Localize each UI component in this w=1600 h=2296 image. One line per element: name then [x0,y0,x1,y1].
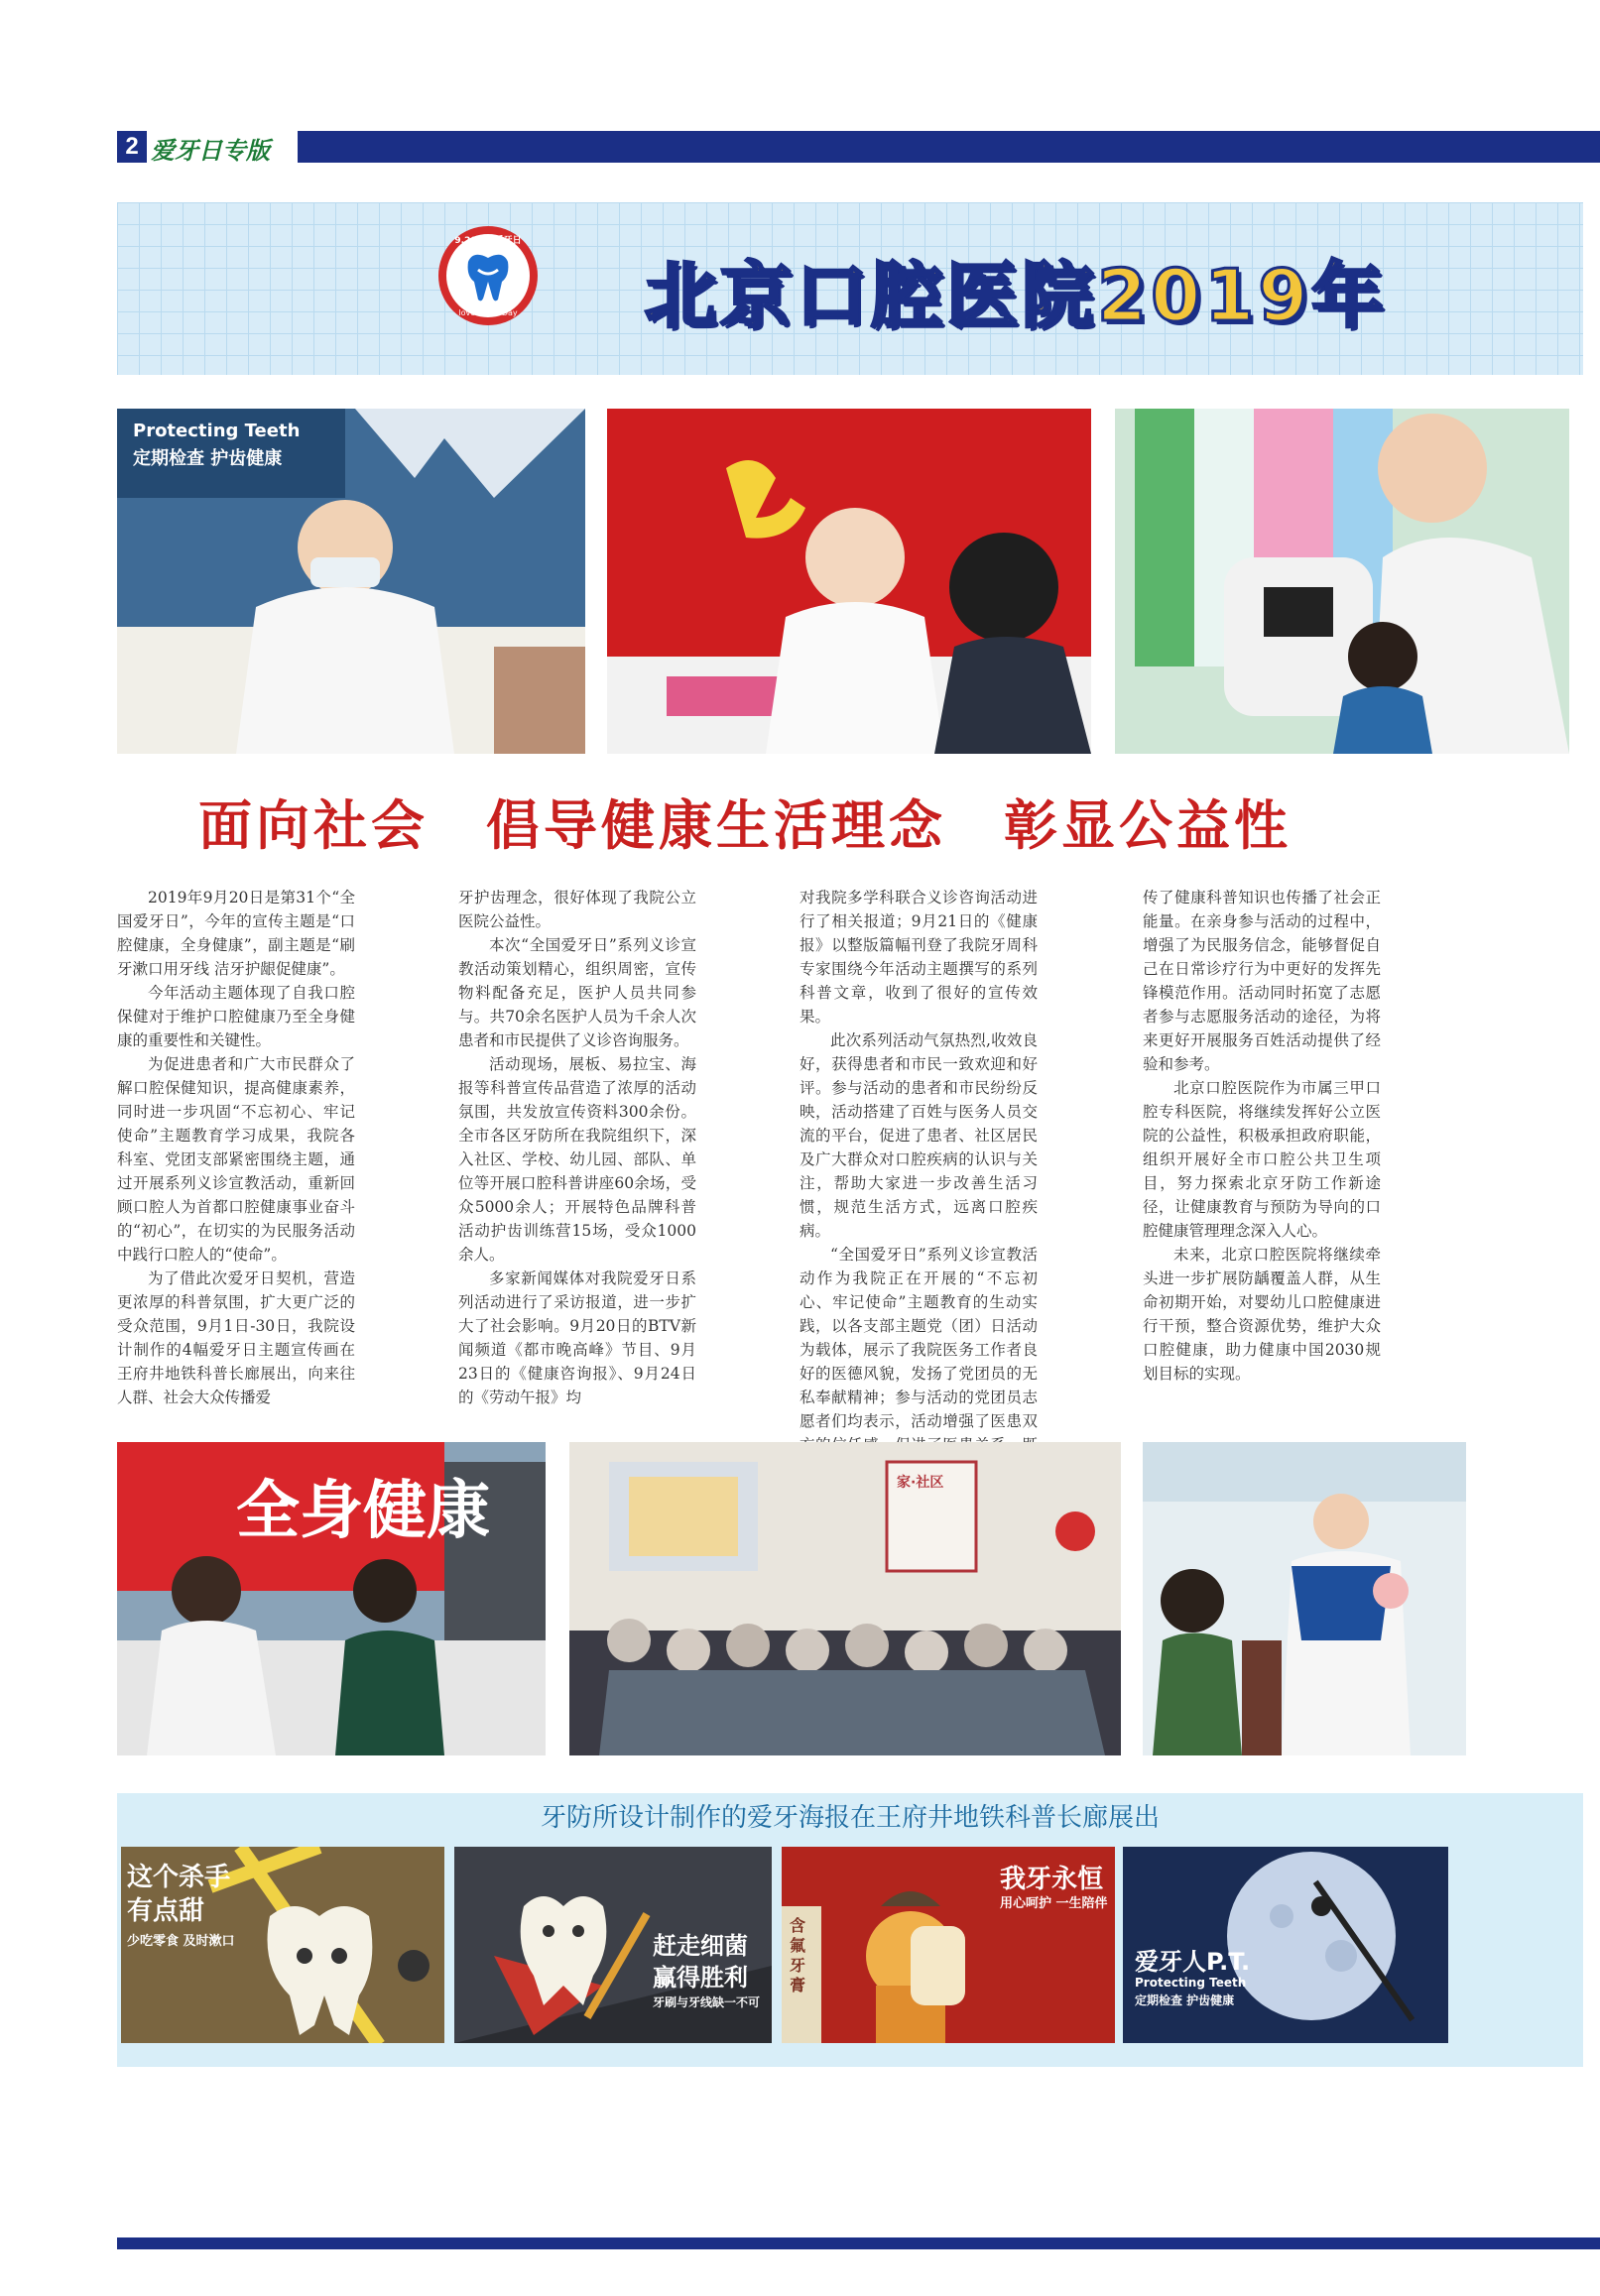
tooth-vs-candy-poster [121,1847,444,2043]
poster-line2: 赢得胜利 [653,1964,748,1992]
poster-line1: 赶走细菌 [653,1932,748,1960]
paragraph: 未来，北京口腔医院将继续牵头进一步扩展防龋覆盖人群，从生命初期开始，对婴幼儿口腔健康进行干预，整合资源优势，维护大众口腔健康，助力健康中国2030规划目标的实现。 [1143,1246,1381,1383]
paragraph: 为了借此次爱牙日契机，营造更浓厚的科普氛围，扩大更广泛的受众范围，9月1日-30日，我院设计制作的4幅爱牙日主题宣传画在王府井地铁科普长廊展出，向来往人群、社会大众传播爱 [117,1269,355,1406]
nurse-demo-child-photo [1143,1442,1466,1755]
tooth-superhero-poster [454,1847,772,2043]
header-bar [298,131,1600,163]
poster-line3: 牙刷与牙线缺一不可 [653,1995,761,2009]
logo-ring-top: 9.20全国爱牙日 [454,236,522,246]
article-column-2 [458,886,696,1409]
poster-line2: Protecting Teeth [1135,1976,1247,1990]
banner-text: 全身健康 [236,1475,490,1548]
paragraph: 传了健康科普知识也传播了社会正能量。在亲身参与活动的过程中，增强了为民服务信念，能够督促自己在日常诊疗行为中更好的发挥先锋模范作用。活动同时拓宽了志愿者参与志愿服务活动的途径，为将来更好开展服务百姓活动提供了经验和参考。 [1143,889,1381,1073]
moon-toothbrush-poster [1123,1847,1448,2043]
paragraph: 今年活动主题体现了自我口腔保健对于维护口腔健康乃至全身健康的重要性和关键性。 [117,984,355,1049]
poster-section-caption: 牙防所设计制作的爱牙海报在王府井地铁科普长廊展出 [540,1803,1160,1833]
poster-line1: 我牙永恒 [1000,1865,1104,1894]
article-column-4 [1143,886,1381,1386]
outdoor-oral-exam-photo [117,1442,546,1755]
poster-line1: 这个杀手 [127,1863,231,1892]
poster-line2: 用心呵护 一生陪伴 [1000,1896,1108,1911]
paragraph: “全国爱牙日”系列义诊宣教活动作为我院正在开展的“不忘初心、牢记使命”主题教育的生动实践，以各支部主题党（团）日活动为载体，展示了我院医务工作者良好的医德风貌，发扬了党团员的无私奉献精神；参与活动的党团员志愿者们均表示，活动增强了医患双 [800,1246,1038,1430]
party-flag-dental-exam-photo [607,409,1091,754]
community-sign: 家·社区 [897,1475,944,1491]
elderly-tooth-poster [782,1847,1115,2043]
poster-line3: 含氟牙膏 [790,1916,806,1994]
poster-line1: 爱牙人P.T. [1135,1948,1251,1976]
article-subtitle: 面向社会 倡导健康生活理念 彰显公益性 [198,793,1292,857]
photo-label-en: Protecting Teeth [133,421,301,441]
community-lecture-photo [569,1442,1121,1755]
paragraph: 此次系列活动气氛热烈,收效良好，获得患者和市民一致欢迎和好评。参与活动的患者和市民纷纷反映，活动搭建了百姓与医务人员交流的平台，促进了患者、社区居民及广大群众对口腔疾病的认识与关注，帮助大家进一步改善生活习惯，规范生活方式，远离口腔疾病。 [800,1031,1038,1240]
dentist-consultation-photo [117,409,585,754]
logo-ring-bottom: love Teeth Day [458,308,518,317]
paragraph: 本次“全国爱牙日”系列义诊宣教活动策划精心，组织周密，宣传物料配备充足，医护人员共同参与。共70余名医护人员为千余人次患者和市民提供了义诊咨询服务。 [458,936,696,1049]
article-column-1 [117,886,355,1409]
love-teeth-day-logo-icon [438,226,538,325]
section-title: 爱牙日专版 [151,136,270,165]
paragraph: 对我院多学科联合义诊咨询活动进行了相关报道；9月21日的《健康报》以整版篇幅刊登了我院牙周科专家围绕今年活动主题撰写的系列科普文章，收到了很好的宣传效果。 [800,889,1038,1026]
footer-bar [117,2237,1600,2249]
paragraph: 北京口腔医院作为市属三甲口腔专科医院，将继续发挥好公立医院的公益性，积极承担政府职能，组织开展好全市口腔公共卫生项目，努力探索北京牙防工作新途径，让健康教育与预防为导向的口腔健康管理理念深入人心。 [1143,1079,1381,1240]
poster-line3: 少吃零食 及时漱口 [127,1934,235,1949]
paragraph: 2019年9月20日是第31个“全国爱牙日”，今年的宣传主题是“口腔健康，全身健康”，副主题是“刷牙漱口用牙线 洁牙护龈促健康”。 [117,889,355,978]
photo-label-cn: 定期检查 护齿健康 [133,448,283,469]
poster-line3: 定期检查 护齿健康 [1135,1994,1235,2007]
paragraph: 牙护齿理念，很好体现了我院公立医院公益性。 [458,889,696,930]
poster-line2: 有点甜 [127,1896,205,1926]
paragraph: 为促进患者和广大市民群众了解口腔保健知识，提高健康素养，同时进一步巩固“不忘初心、牢记使命”主题教育学习成果，我院各科室、党团支部紧密围绕主题，通过开展系列义诊宣教活动，重新回顾口腔人为首都口腔健康事业奋斗的“初心”，在切实的为民服务活动中践行口腔人的“使命”。 [117,1055,355,1264]
paragraph: 多家新闻媒体对我院爱牙日系列活动进行了采访报道，进一步扩大了社会影响。9月20日的BTV新闻频道《都市晚高峰》节目、9月23日的《健康咨询报》、9月24日的《劳动午报》均 [458,1269,696,1406]
banner-title: 北京口腔医院2019年 [645,254,1388,337]
paragraph: 活动现场，展板、易拉宝、海报等科普宣传品营造了浓厚的活动氛围，共发放宣传资料300余份。全市各区牙防所在我院组织下，深入社区、学校、幼儿园、部队、单位等开展口腔科普讲座60余场，受众5000余人；开展特色品牌科普活动护齿训练营15场，受众1000余人。 [458,1055,696,1264]
page-number: 2 [117,131,147,163]
article-column-3 [800,886,1038,1481]
child-touchscreen-photo [1115,409,1569,754]
